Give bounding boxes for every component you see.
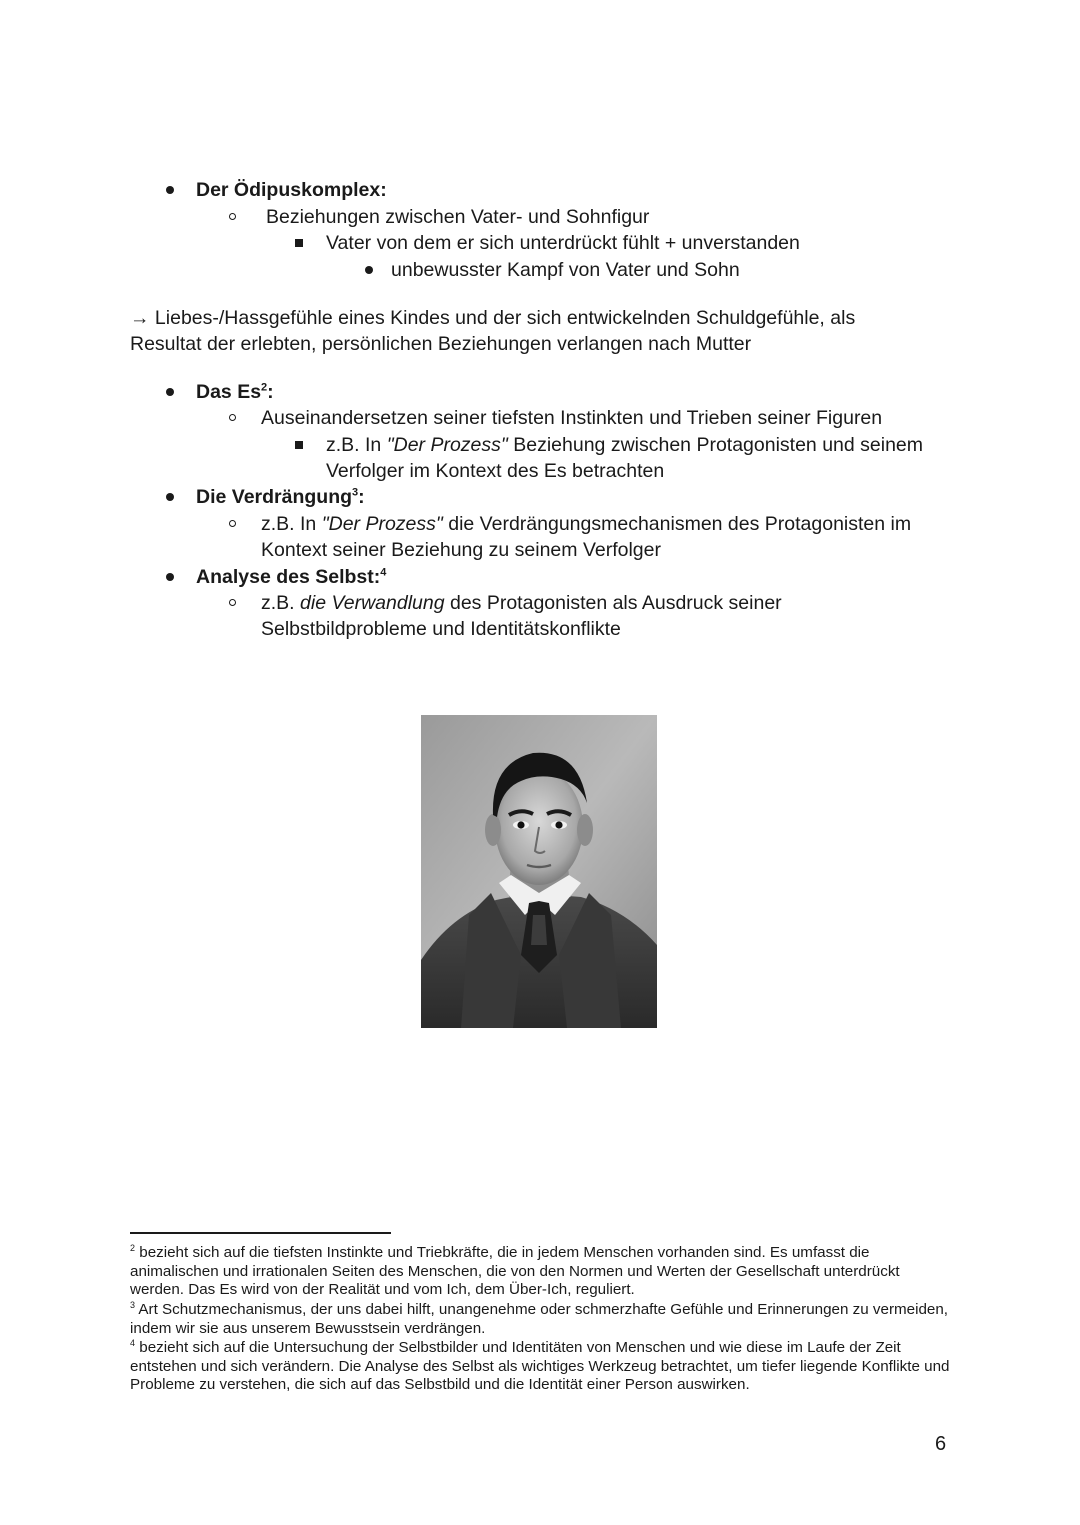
footnote-separator: [130, 1232, 391, 1234]
conclusion-line-2: Resultat der erlebten, persönlichen Beziehungen verlangen nach Mutter: [130, 333, 752, 355]
oedipus-level3: Vater von dem er sich unterdrückt fühlt + unverstanden: [326, 232, 800, 254]
bullet-dot: [166, 186, 174, 194]
footnote-ref[interactable]: 2: [261, 381, 268, 394]
footnote-2: $^2$ bezieht sich auf die tiefsten Instinkte und Triebkräfte, die in jedem Menschen vorhanden sind. Es umfasst die animalischen und irrationalen Seiten des Menschen, die von den Normen und Werten der Gesellschaft unterdrückt werden. Das Es wird von der Realität und vom Ich, dem Über-Ich, reguliert.: [130, 1242, 900, 1299]
oedipus-heading: Der Ödipuskomplex:: [196, 179, 387, 201]
conclusion-line-1: → Liebes-/Hassgefühle eines Kindes und der sich entwickelnden Schuldgefühle, als: [130, 307, 856, 329]
es-heading: Das Es$^2$:: [196, 381, 274, 403]
footnote-ref[interactable]: 3: [352, 486, 359, 499]
verdraengung-level2: z.B. In "Der Prozess" die Verdrängungsmechanismen des Protagonisten im: [261, 513, 912, 535]
page-number: 6: [935, 1433, 947, 1455]
footnote-3: $^3$ Art Schutzmechanismus, der uns dabei hilft, unangenehme oder schmerzhafte Gefühle und Erinnerungen zu vermeiden, indem wir sie aus unserem Bewusstsein verdrängen.: [130, 1299, 949, 1337]
es-level3-cont: Verfolger im Kontext des Es betrachten: [326, 460, 665, 482]
selbst-level2: z.B. die Verwandlung des Protagonisten als Ausdruck seiner: [261, 592, 782, 614]
bullet-circle: [229, 599, 236, 606]
selbst-level2-cont: Selbstbildprobleme und Identitätskonflikte: [261, 618, 621, 640]
bullet-dot: [166, 388, 174, 396]
footnote-4: $^4$ bezieht sich auf die Untersuchung der Selbstbilder und Identitäten von Menschen und wie diese im Laufe der Zeit entstehen und sich verändern. Die Analyse des Selbst als wichtiges Werkzeug betrachtet, um tiefer liegende Konflikte und Probleme zu verstehen, die sich auf das Selbstbild und die Identität einer Person auswirken.: [130, 1337, 950, 1394]
bullet-dot: [166, 493, 174, 501]
bullet-dot: [166, 573, 174, 581]
oedipus-level2: Beziehungen zwischen Vater- und Sohnfigur: [266, 206, 650, 228]
portrait-photo: [421, 715, 657, 1028]
bullet-circle: [229, 520, 236, 527]
es-level3: z.B. In "Der Prozess" Beziehung zwischen Protagonisten und seinem: [326, 434, 924, 456]
bullet-circle: [229, 213, 236, 220]
es-level2: Auseinandersetzen seiner tiefsten Instinkten und Trieben seiner Figuren: [261, 407, 883, 429]
bullet-circle: [229, 414, 236, 421]
bullet-square: [295, 239, 303, 247]
bullet-square: [295, 441, 303, 449]
oedipus-level4: unbewusster Kampf von Vater und Sohn: [391, 259, 740, 281]
verdraengung-level2-cont: Kontext seiner Beziehung zu seinem Verfolger: [261, 539, 661, 561]
selbst-heading: Analyse des Selbst:$^4$: [196, 566, 387, 588]
verdraengung-heading: Die Verdrängung$^3$:: [196, 486, 365, 508]
footnote-ref[interactable]: 4: [380, 566, 387, 579]
bullet-dot: [365, 266, 373, 274]
